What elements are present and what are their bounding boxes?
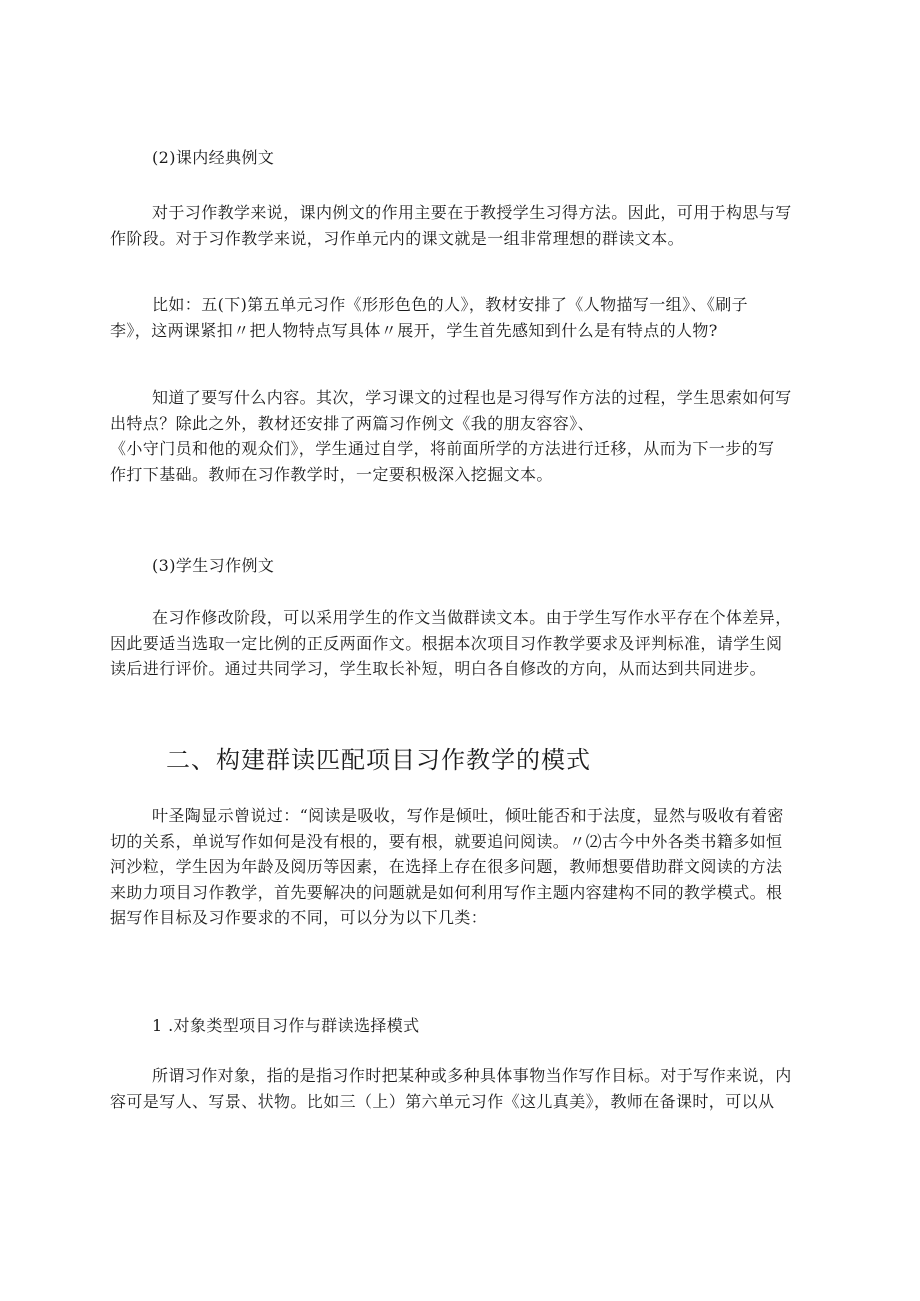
text-line: 比如：五(下)第五单元习作《形形色色的人》，教材安排了《人物描写一组》、《刷子 bbox=[152, 295, 749, 314]
text-line: 河沙粒，学生因为年龄及阅历等因素，在选择上存在很多问题，教师想要借助群文阅读的方法 bbox=[110, 857, 783, 877]
text-line: 对于习作教学来说，课内例文的作用主要在于教授学生习得方法。因此，可用于构思与写 bbox=[152, 203, 792, 222]
text-line: 作打下基础。教师在习作教学时，一定要积极深入挖掘文本。 bbox=[110, 464, 553, 484]
text-line: 出特点？除此之外，教材还安排了两篇习作例文《我的朋友容容》、 bbox=[110, 413, 595, 433]
paragraph bbox=[110, 292, 815, 343]
text-line: 因此要适当选取一定比例的正反两面作文。根据本次项目习作教学要求及评判标准，请学生阅 bbox=[110, 633, 783, 653]
subheading-object-type bbox=[110, 1013, 815, 1039]
text-line: 1 .对象类型项目习作与群读选择模式 bbox=[152, 1016, 420, 1035]
text-line: 所谓习作对象，指的是指习作时把某种或多种具体事物当作写作目标。对于写作来说，内 bbox=[152, 1066, 792, 1085]
subheading-classic-texts bbox=[110, 145, 815, 171]
section-heading: 二、构建群读匹配项目习作教学的模式 bbox=[166, 746, 591, 774]
text-line: 读后进行评价。通过共同学习，学生取长补短，明白各自修改的方向，从而达到共同进步。 bbox=[110, 659, 767, 679]
text-line: 切的关系，单说写作如何是没有根的，要有根，就要追问阅读。〃⑵古今中外各类书籍多如恒 bbox=[110, 831, 783, 851]
text-line: 据写作目标及习作要求的不同，可以分为以下几类： bbox=[110, 908, 488, 928]
text-line: 来助力项目习作教学，首先要解决的问题就是如何利用写作主题内容建构不同的教学模式。根 bbox=[110, 882, 783, 902]
paragraph bbox=[110, 803, 815, 931]
text-line: (2)课内经典例文 bbox=[152, 148, 275, 167]
text-line: 容可是写人、写景、状物。比如三（上）第六单元习作《这儿真美》，教师在备课时，可以从 bbox=[110, 1091, 775, 1111]
text-line: 李》，这两课紧扣〃把人物特点写具体〃展开，学生首先感知到什么是有特点的人物? bbox=[110, 320, 718, 340]
text-line: 《小守门员和他的观众们》，学生通过自学，将前面所学的方法进行迁移，从而为下一步的写 bbox=[110, 439, 775, 459]
text-line: 在习作修改阶段，可以采用学生的作文当做群读文本。由于学生写作水平存在个体差异， bbox=[152, 608, 792, 627]
paragraph bbox=[110, 200, 815, 251]
subheading-student-texts bbox=[110, 553, 815, 579]
text-line: (3)学生习作例文 bbox=[152, 556, 275, 575]
text-line: 叶圣陶显示曾说过：“阅读是吸收，写作是倾吐，倾吐能否和于法度，显然与吸收有着密 bbox=[152, 806, 784, 825]
paragraph bbox=[110, 605, 815, 682]
text-line: 作阶段。对于习作教学来说，习作单元内的课文就是一组非常理想的群读文本。 bbox=[110, 228, 685, 248]
paragraph bbox=[110, 1063, 815, 1114]
text-line: 知道了要写什么内容。其次，学习课文的过程也是习得写作方法的过程，学生思索如何写 bbox=[152, 388, 792, 407]
paragraph bbox=[110, 385, 815, 487]
